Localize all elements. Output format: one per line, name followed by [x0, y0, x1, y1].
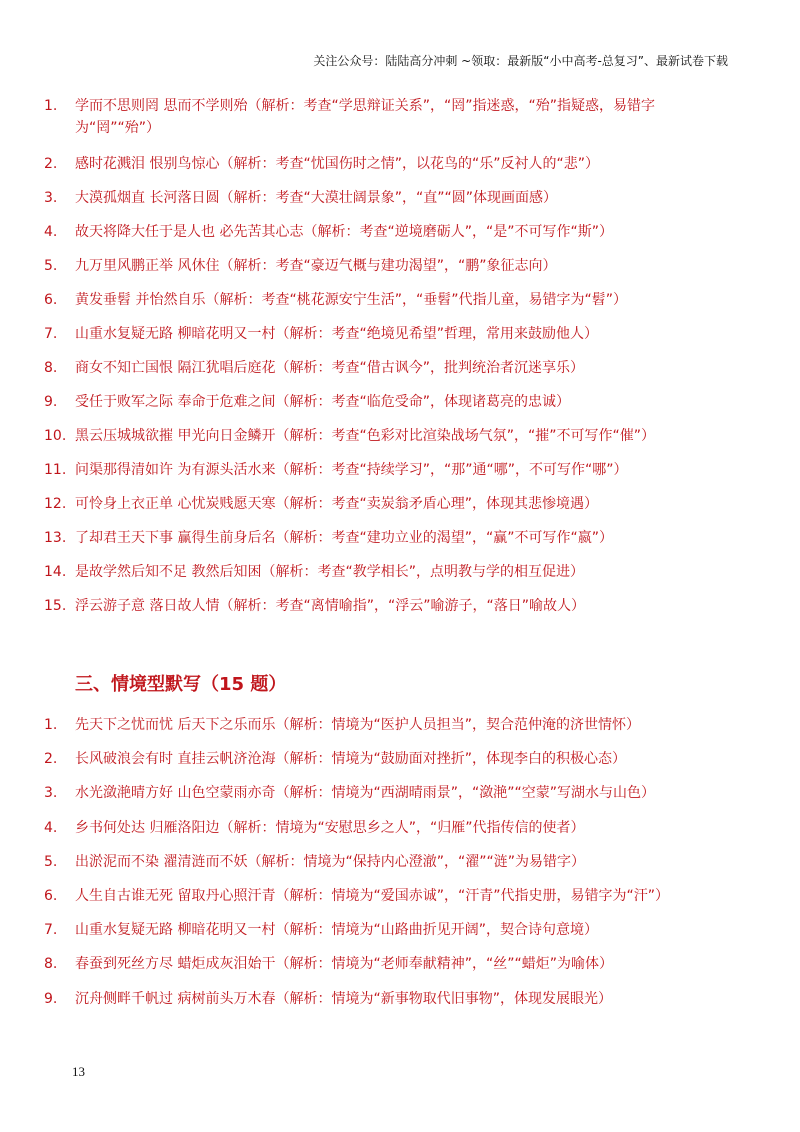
item-number: 1. — [44, 717, 58, 733]
item-number: 10. — [44, 428, 67, 444]
item-text: 可怜身上衣正单 心忧炭贱愿天寒（解析：考查“卖炭翁矛盾心理”，体现其悲惨境遇） — [75, 496, 598, 512]
list-item — [0, 95, 800, 139]
list-item — [0, 817, 800, 839]
item-text: 山重水复疑无路 柳暗花明又一村（解析：情境为“山路曲折见开阔”，契合诗句意境） — [75, 922, 598, 939]
item-text: 春蚕到死丝方尽 蜡炬成灰泪始干（解析：情境为“老师奉献精神”，“丝”“蜡炬”为喻体） — [75, 956, 613, 973]
item-number: 8. — [44, 956, 58, 973]
item-text: 是故学然后知不足 教然后知困（解析：考查“教学相长”，点明教与学的相互促进） — [75, 564, 584, 580]
item-text: 长风破浪会有时 直挂云帆济沧海（解析：情境为“鼓励面对挫折”，体现李白的积极心态） — [75, 751, 626, 768]
list-item — [0, 953, 800, 975]
item-number: 7. — [44, 326, 58, 342]
list-item — [0, 782, 800, 804]
item-text: 乡书何处达 归雁洛阳边（解析：情境为“安慰思乡之人”，“归雁”代指传信的使者） — [75, 819, 585, 836]
item-text: 问渠那得清如许 为有源头活水来（解析：考查“持续学习”，“那”通“哪”，不可写作“哪”） — [75, 462, 628, 478]
item-text: 出淤泥而不染 濯清涟而不妖（解析：情境为“保持内心澄澈”，“濯”“涟”为易错字） — [75, 853, 585, 870]
item-number: 9. — [44, 394, 58, 410]
item-text: 先天下之忧而忧 后天下之乐而乐（解析：情境为“医护人员担当”，契合范仲淹的济世情怀） — [75, 717, 640, 733]
item-number: 6. — [44, 292, 58, 308]
item-text: 黑云压城城欲摧 甲光向日金鳞开（解析：考查“色彩对比渲染战场气氛”，“摧”不可写作“催”） — [75, 428, 655, 444]
item-number: 13. — [44, 530, 67, 546]
item-text: 学而不思则罔 思而不学则殆（解析：考查“学思辩证关系”，“罔”指迷惑，“殆”指疑惑，易错字为“罔”“殆”） — [75, 98, 655, 136]
item-number: 2. — [44, 751, 58, 768]
list-item — [0, 714, 800, 736]
section-title: 三、情境型默写（15 题） — [75, 674, 287, 695]
list-item — [0, 885, 800, 907]
item-text: 了却君王天下事 赢得生前身后名（解析：考查“建功立业的渴望”，“赢”不可写作“嬴”） — [75, 530, 613, 546]
item-text: 浮云游子意 落日故人情（解析：考查“离情喻指”，“浮云”喻游子，“落日”喻故人） — [75, 598, 585, 614]
item-text: 商女不知亡国恨 隔江犹唱后庭花（解析：考查“借古讽今”，批判统治者沉迷享乐） — [75, 360, 584, 376]
item-number: 6. — [44, 888, 58, 904]
item-text: 水光潋滟晴方好 山色空蒙雨亦奇（解析：情境为“西湖晴雨景”，“潋滟”“空蒙”写湖水与山色） — [75, 785, 655, 802]
list-item — [0, 595, 800, 639]
list-item — [0, 851, 800, 873]
item-number: 5. — [44, 853, 58, 870]
item-text: 九万里风鹏正举 风休住（解析：考查“豪迈气概与建功渴望”，“鹏”象征志向） — [75, 258, 557, 274]
item-number: 5. — [44, 258, 58, 274]
item-text: 人生自古谁无死 留取丹心照汗青（解析：情境为“爱国赤诚”，“汗青”代指史册，易错字为“汗”） — [75, 888, 669, 904]
item-number: 8. — [44, 360, 58, 376]
list-item — [0, 919, 800, 941]
list-item — [0, 988, 800, 1010]
item-number: 2. — [44, 156, 58, 172]
item-number: 3. — [44, 785, 58, 802]
item-number: 4. — [44, 224, 58, 240]
item-number: 9. — [44, 990, 58, 1007]
item-number: 14. — [44, 564, 67, 580]
item-number: 7. — [44, 922, 58, 939]
page-number: 13 — [72, 1064, 85, 1079]
item-number: 15. — [44, 598, 67, 614]
item-text: 故天将降大任于是人也 必先苦其心志（解析：考查“逆境磨砺人”，“是”不可写作“斯”） — [75, 224, 613, 240]
item-number: 3. — [44, 190, 58, 206]
item-text: 黄发垂髫 并怡然自乐（解析：考查“桃花源安宁生活”，“垂髫”代指儿童，易错字为“髫”） — [75, 292, 627, 308]
item-text: 山重水复疑无路 柳暗花明又一村（解析：考查“绝境见希望”哲理，常用来鼓励他人） — [75, 326, 598, 342]
item-number: 1. — [44, 98, 58, 114]
item-text: 大漠孤烟直 长河落日圆（解析：考查“大漠壮阔景象”，“直”“圆”体现画面感） — [75, 190, 557, 206]
item-number: 4. — [44, 819, 58, 836]
page-header: 关注公众号：陆陆高分冲刺 ~领取：最新版“小中高考-总复习”、最新试卷下载 — [313, 54, 728, 68]
item-text: 沉舟侧畔千帆过 病树前头万木春（解析：情境为“新事物取代旧事物”，体现发展眼光） — [75, 990, 612, 1007]
item-text: 受任于败军之际 奉命于危难之间（解析：考查“临危受命”，体现诸葛亮的忠诚） — [75, 394, 570, 410]
item-number: 12. — [44, 496, 67, 512]
item-number: 11. — [44, 462, 67, 478]
list-item — [0, 748, 800, 770]
item-text: 感时花溅泪 恨别鸟惊心（解析：考查“忧国伤时之情”，以花鸟的“乐”反衬人的“悲”） — [75, 156, 599, 172]
